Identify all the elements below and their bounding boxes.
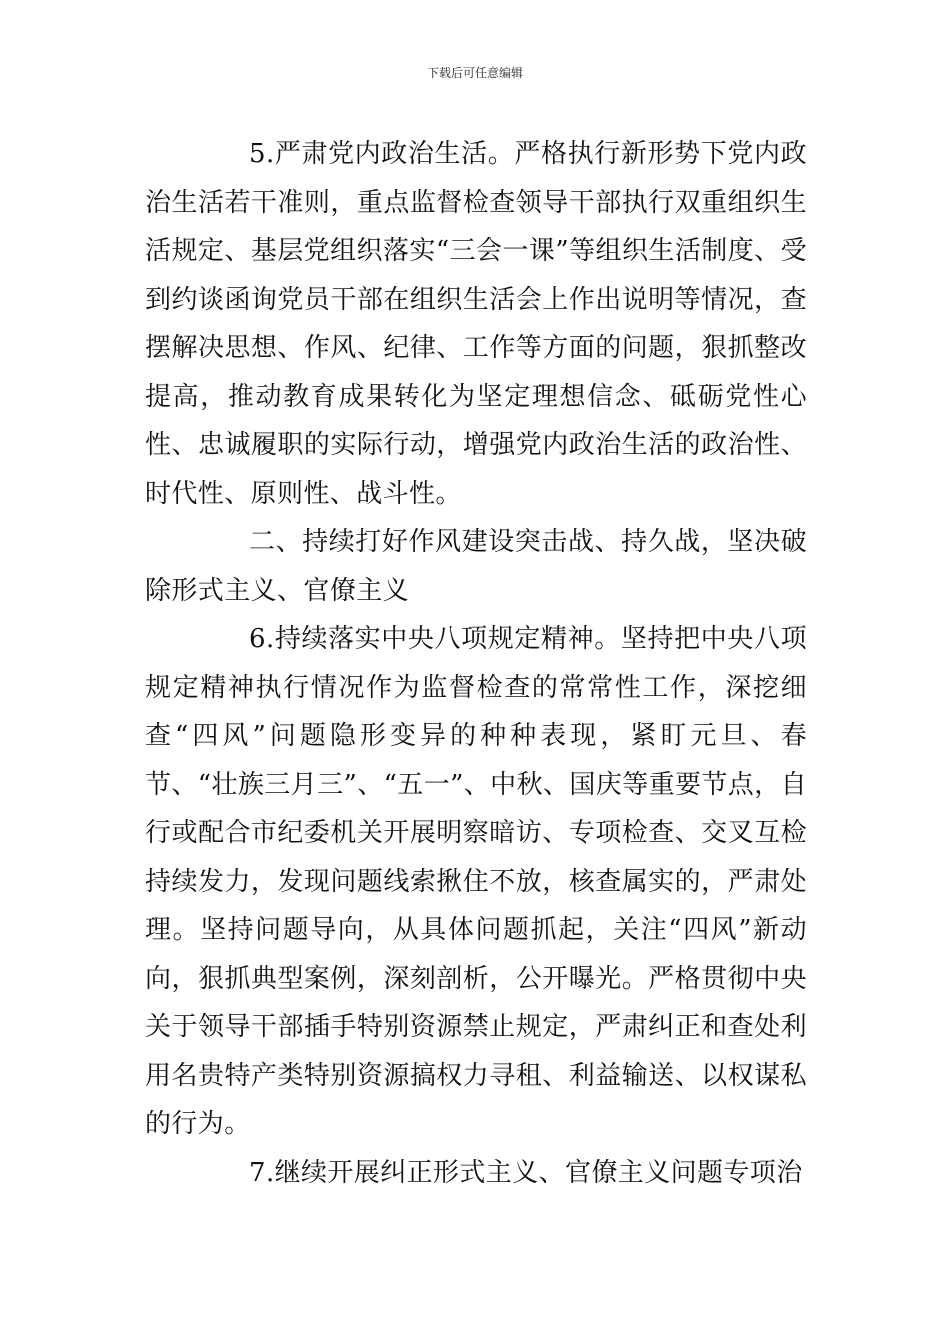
paragraph-7: 7.继续开展纠正形式主义、官僚主义问题专项治 xyxy=(249,1157,803,1188)
paragraph-6: 6.持续落实中央八项规定精神。坚持把中央八项规定精神执行情况作为监督检查的常常性工作，深挖细查“四风”问题隐形变异的种种表现，紧盯元旦、春节、“壮族三月三”、“五一”、中秋、国庆等重要节点，自行或配合市纪委机关开展明察暗访、专项检查、交叉互检持续发力，发现问题线索揪住不放，核查属实的，严肃处理。坚持问题导向，从具体问题抓起，关注“四风”新动向，狠抓典型案例，深刻剖析，公开曝光。严格贯彻中央关于领导干部插手特别资源禁止规定，严肃纠正和查处利用名贵特产类特别资源搞权力寻租、利益输送、以权谋私的行为。 xyxy=(145,624,807,1139)
document-body xyxy=(145,130,807,1197)
paragraph-5: 5.严肃党内政治生活。严格执行新形势下党内政治生活若干准则，重点监督检查领导干部执行双重组织生活规定、基层党组织落实“三会一课”等组织生活制度、受到约谈函询党员干部在组织生活会上作出说明等情况，查摆解决思想、作风、纪律、工作等方面的问题，狠抓整改提高，推动教育成果转化为坚定理想信念、砥砺党性心性、忠诚履职的实际行动，增强党内政治生活的政治性、时代性、原则性、战斗性。 xyxy=(145,139,807,509)
page-header: 下载后可任意编辑 xyxy=(426,66,523,80)
section-heading-2: 二、持续打好作风建设突击战、持久战，坚决破除形式主义、官僚主义 xyxy=(145,527,807,606)
